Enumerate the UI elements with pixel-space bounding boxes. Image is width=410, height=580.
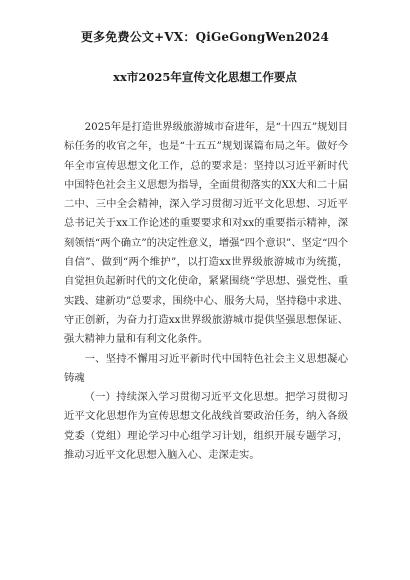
paragraph-subsection-1: （一）持续深入学习贯彻习近平文化思想。把学习贯彻习近平文化思想作为宣传思想文化战线首要政治任务，纳入各级党委（党组）理论学习中心组学习计划，组织开展专题学习，推动习近平文化思想入脑入心、走深走实。 [64,391,348,462]
promo-banner: 更多免费公文+VX：QiGeGongWen2024 [80,30,330,44]
document-body [64,118,348,465]
document-title: xx市2025年宣传文化思想工作要点 [113,70,297,84]
section-heading-1: 一、坚持不懈用习近平新时代中国特色社会主义思想凝心铸魂 [64,352,348,384]
paragraph-intro: 2025年是打造世界级旅游城市奋进年，是“十四五”规划目标任务的收官之年，也是“十五五”规划谋篇布局之年。做好今年全市宣传思想文化工作，总的要求是：坚持以习近平新时代中国特色社会主义思想为指导，全面贯彻落实的XX大和二十届二中、三中全会精神，深入学习贯彻习近平文化思想、习近平总书记关于xx工作论述的重要要求和对xx的重要指示精神，深刻领悟“两个确立”的决定性意义，增强“四个意识”、坚定“四个自信”、做到“两个维护”，以打造xx世界级旅游城市为统揽，自觉担负起新时代的文化使命，紧紧围绕“学思想、强党性、重实践、建新功”总要求，围绕中心、服务大局，坚持稳中求进、守正创新，为奋力打造xx世界级旅游城市提供坚强思想保证、强大精神力量和有利文化条件。 [64,121,348,346]
